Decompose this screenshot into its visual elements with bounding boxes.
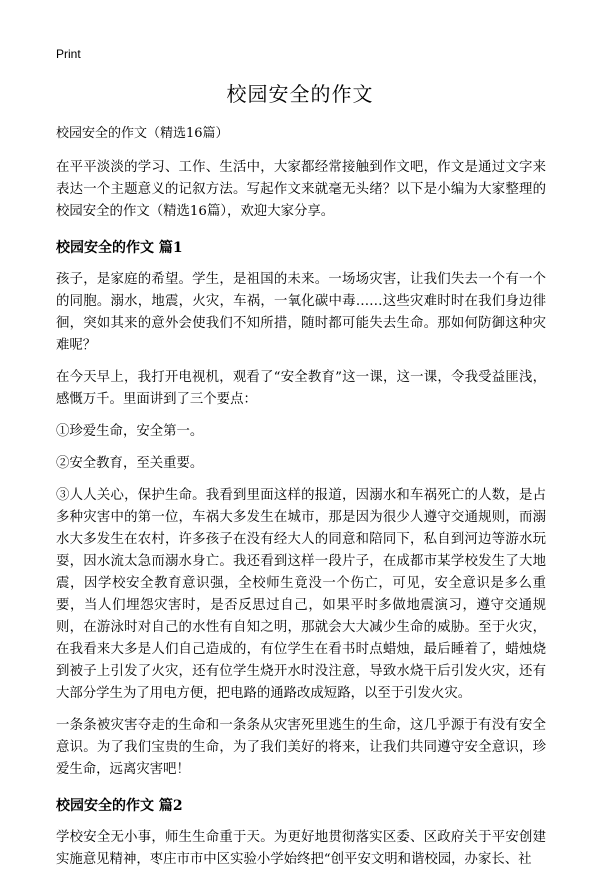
document-subtitle: 校园安全的作文（精选16篇）: [56, 126, 229, 141]
section-1-conclusion: 一条条被灾害夺走的生命和一条条从灾害死里逃生的生命，这几乎源于有没有安全意识。为了我们宝贵的生命，为了我们美好的将来，让我们共同遵守安全意识，珍爱生命，远离灾害吧！: [56, 718, 546, 777]
section-1-point-1: ①珍爱生命，安全第一。: [56, 424, 204, 439]
section-heading-2: 校园安全的作文 篇2: [56, 798, 183, 814]
page-title: 校园安全的作文: [226, 82, 374, 106]
section-1-paragraph-2: 在今天早上，我打开电视机，观看了“安全教育”这一课，这一课，令我受益匪浅，感慨万千。里面讲到了三个要点：: [56, 370, 546, 407]
print-link[interactable]: Print: [56, 47, 81, 61]
intro-paragraph: 在平平淡淡的学习、工作、生活中，大家都经常接触到作文吧，作文是通过文字来表达一个主题意义的记叙方法。写起作文来就毫无头绪？以下是小编为大家整理的校园安全的作文（精选16篇），欢迎大家分享。: [56, 160, 546, 219]
section-1-paragraph-1: 孩子，是家庭的希望。学生，是祖国的未来。一场场灾害，让我们失去一个有一个的同胞。溺水，地震，火灾，车祸，一氧化碳中毒……这些灾难时时在我们身边徘徊，突如其来的意外会使我们不知所措，随时都可能失去生命。那如何防御这种灾难呢？: [56, 272, 546, 353]
document-body: [56, 124, 546, 881]
section-heading-1: 校园安全的作文 篇1: [56, 240, 183, 256]
section-1-point-3: ③人人关心，保护生命。我看到里面这样的报道，因溺水和车祸死亡的人数，是占多种灾害中的第一位，车祸大多发生在城市，那是因为很少人遵守交通规则，而溺水大多发生在农村，许多孩子在没有经大人的同意和陪同下，私自到河边等游水玩耍，因水流太急而溺水身亡。我还看到这样一段片子，在成都市某学校发生了大地震，因学校安全教育意识强，全校师生竟没一个伤亡，可见，安全意识是多么重要，当人们埋怨灾害时，是否反思过自己，如果平时多做地震演习，遵守交通规则，在游泳时对自己的水性有自知之明，那就会大大减少生命的威胁。至于火灾，在我看来大多是人们自己造成的，有位学生在看书时点蜡烛，最后睡着了，蜡烛烧到被子上引发了火灾，还有位学生烧开水时没注意，导致水烧干后引发火灾，还有大部分学生为了用电方便，把电路的通路改成短路，以至于引发火灾。: [56, 488, 546, 701]
section-2-paragraph-1: 学校安全无小事，师生生命重于天。为更好地贯彻落实区委、区政府关于平安创建实施意见精神，枣庄市市中区实验小学始终把“创平安文明和谐校园，办家长、社: [56, 830, 546, 867]
section-1-point-2: ②安全教育，至关重要。: [56, 456, 204, 471]
